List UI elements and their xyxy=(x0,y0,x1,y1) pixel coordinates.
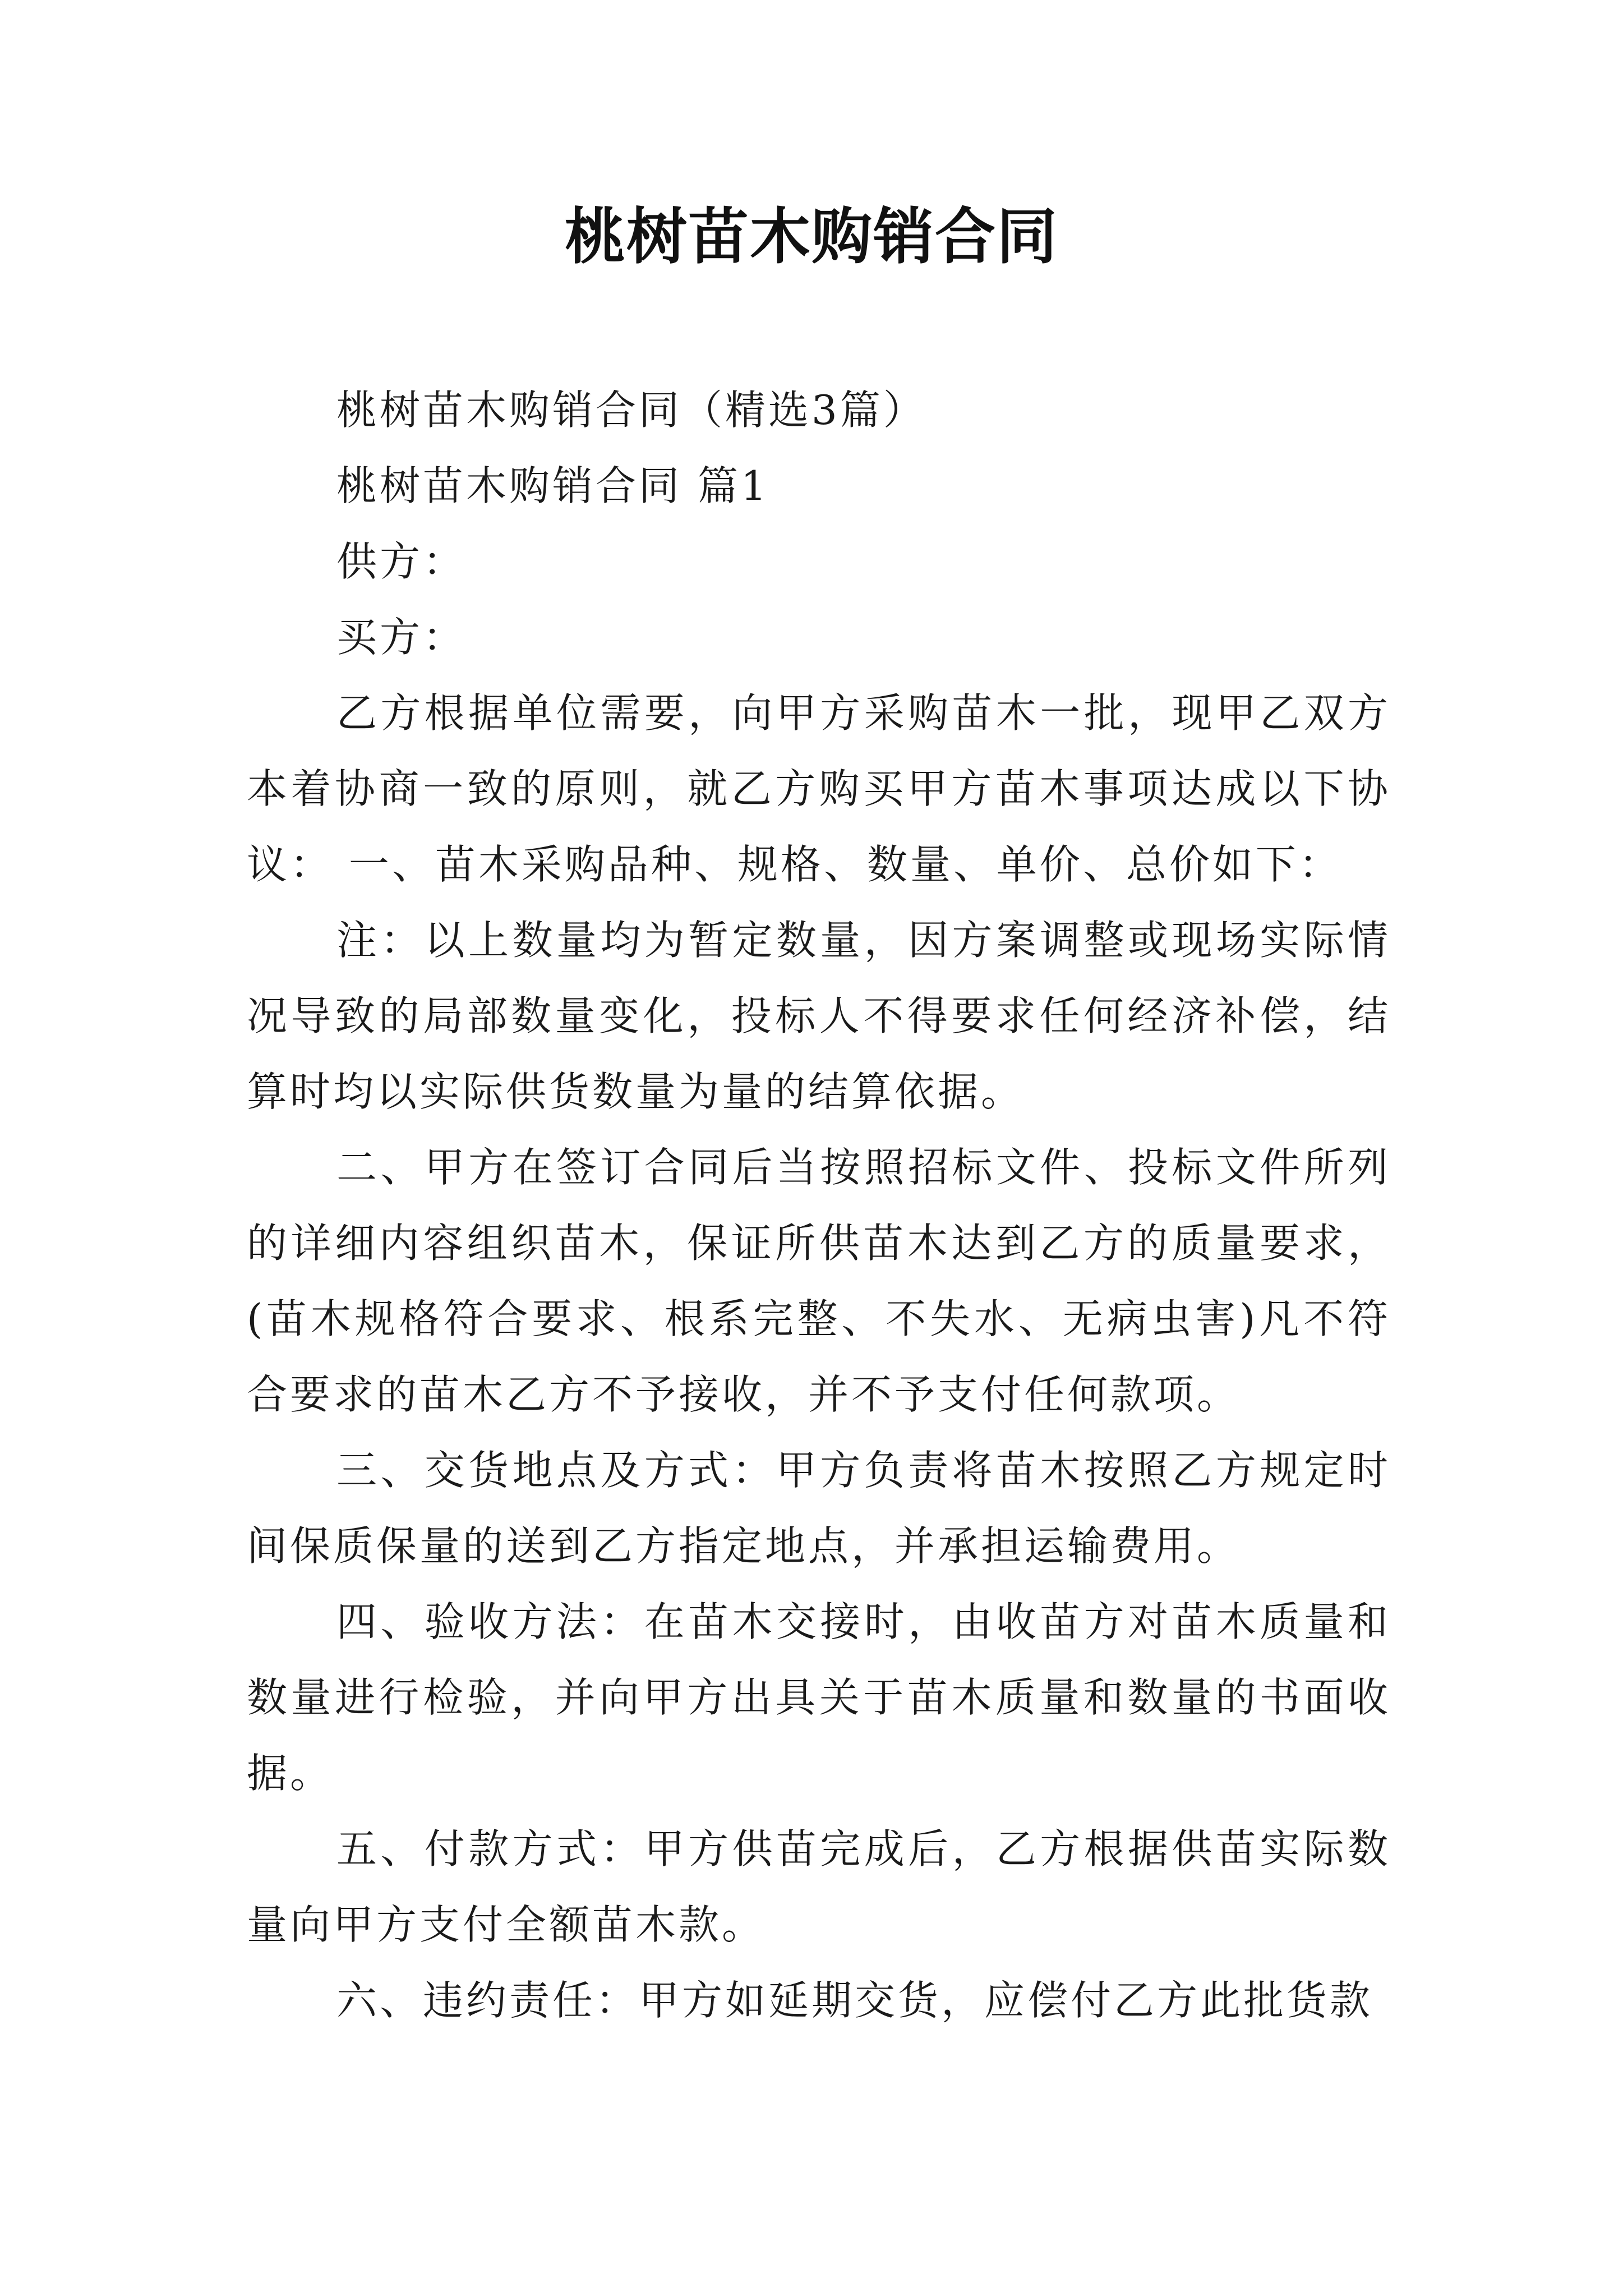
document-body xyxy=(247,372,1391,2039)
paragraph-section-heading: 桃树苗木购销合同 篇1 xyxy=(336,462,769,509)
document-title: 桃树苗木购销合同 xyxy=(564,201,1058,272)
paragraph-subtitle: 桃树苗木购销合同（精选3篇） xyxy=(336,386,926,434)
paragraph-clause-3: 三、交货地点及方式：甲方负责将苗木按照乙方规定时间保质保量的送到乙方指定地点，并承担运输费用。 xyxy=(247,1447,1391,1570)
paragraph-clause-5: 五、付款方式：甲方供苗完成后，乙方根据供苗实际数量向甲方支付全额苗木款。 xyxy=(247,1825,1391,1948)
paragraph-supplier: 供方： xyxy=(336,538,467,585)
paragraph-intro: 乙方根据单位需要，向甲方采购苗木一批，现甲乙双方本着协商一致的原则，就乙方购买甲方苗木事项达成以下协议： 一、苗木采购品种、规格、数量、单价、总价如下： xyxy=(247,689,1391,888)
paragraph-note: 注：以上数量均为暂定数量，因方案调整或现场实际情况导致的局部数量变化，投标人不得要求任何经济补偿，结算时均以实际供货数量为量的结算依据。 xyxy=(247,917,1391,1115)
paragraph-buyer: 买方： xyxy=(336,614,467,661)
paragraph-clause-4: 四、验收方法：在苗木交接时，由收苗方对苗木质量和数量进行检验，并向甲方出具关于苗木质量和数量的书面收据。 xyxy=(247,1598,1391,1797)
paragraph-clause-6: 六、违约责任：甲方如延期交货，应偿付乙方此批货款 xyxy=(336,1977,1373,2024)
paragraph-clause-2: 二、甲方在签订合同后当按照招标文件、投标文件所列的详细内容组织苗木，保证所供苗木达到乙方的质量要求，(苗木规格符合要求、根系完整、不失水、无病虫害)凡不符合要求的苗木乙方不予接收，并不予支付任何款项。 xyxy=(247,1144,1391,1418)
